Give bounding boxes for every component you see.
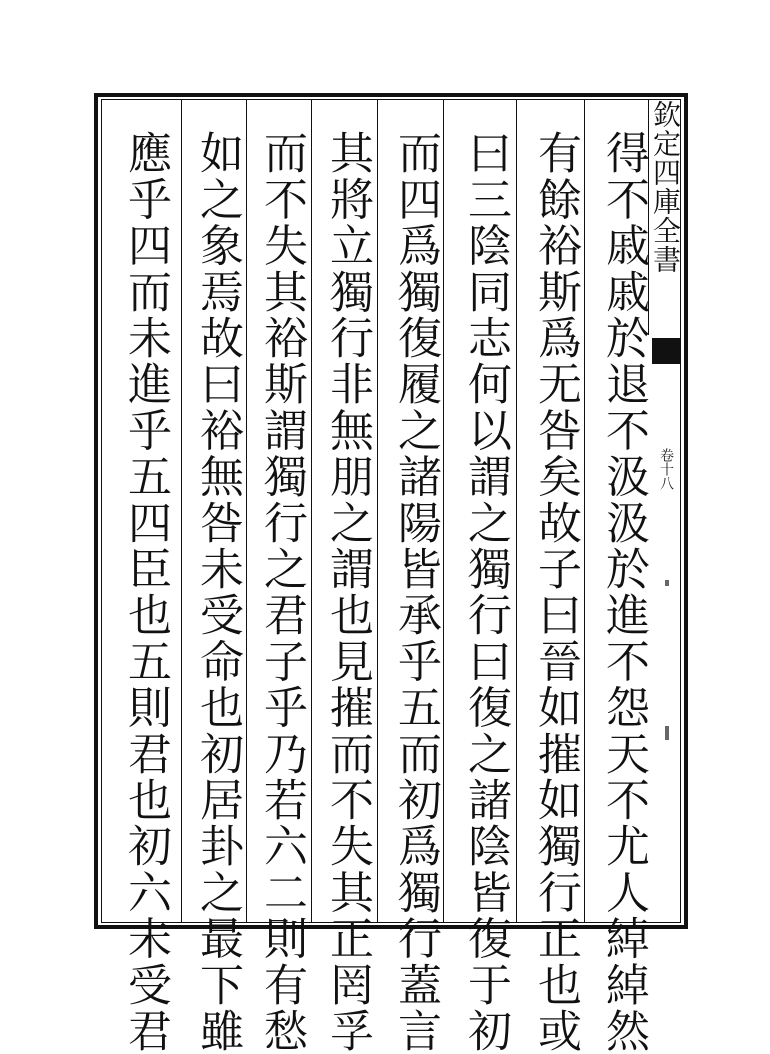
text-column-7: 如之象焉故曰裕無咎未受命也初居卦之最下雖	[192, 130, 243, 1054]
column-rule	[181, 100, 182, 922]
text-column-8: 應乎四而未進乎五四臣也五則君也初六未受君	[120, 130, 171, 1054]
book-title: 欽定四庫全書	[649, 100, 682, 274]
column-rule	[311, 100, 312, 922]
text-column-2: 有餘裕斯爲无咎矣故子曰晉如摧如獨行正也或	[530, 130, 581, 1054]
text-column-5: 其將立獨行非無朋之謂也見摧而不失其正罔孚	[322, 130, 373, 1054]
text-column-4: 而四爲獨復履之諸陽皆承乎五而初爲獨行蓋言	[390, 130, 441, 1054]
column-rule	[516, 100, 517, 922]
margin-tick	[665, 580, 669, 586]
column-rule	[377, 100, 378, 922]
margin-tick	[665, 726, 669, 740]
text-column-3: 曰三陰同志何以謂之獨行曰復之諸陰皆復于初	[460, 130, 511, 1054]
text-column-1: 得不戚戚於退不汲汲於進不怨天不尤人綽綽然	[598, 130, 649, 1054]
text-column-6: 而不失其裕斯謂獨行之君子乎乃若六二則有愁	[256, 130, 307, 1054]
volume-label: 卷十八	[658, 448, 674, 490]
fishtail-mark	[652, 338, 680, 364]
